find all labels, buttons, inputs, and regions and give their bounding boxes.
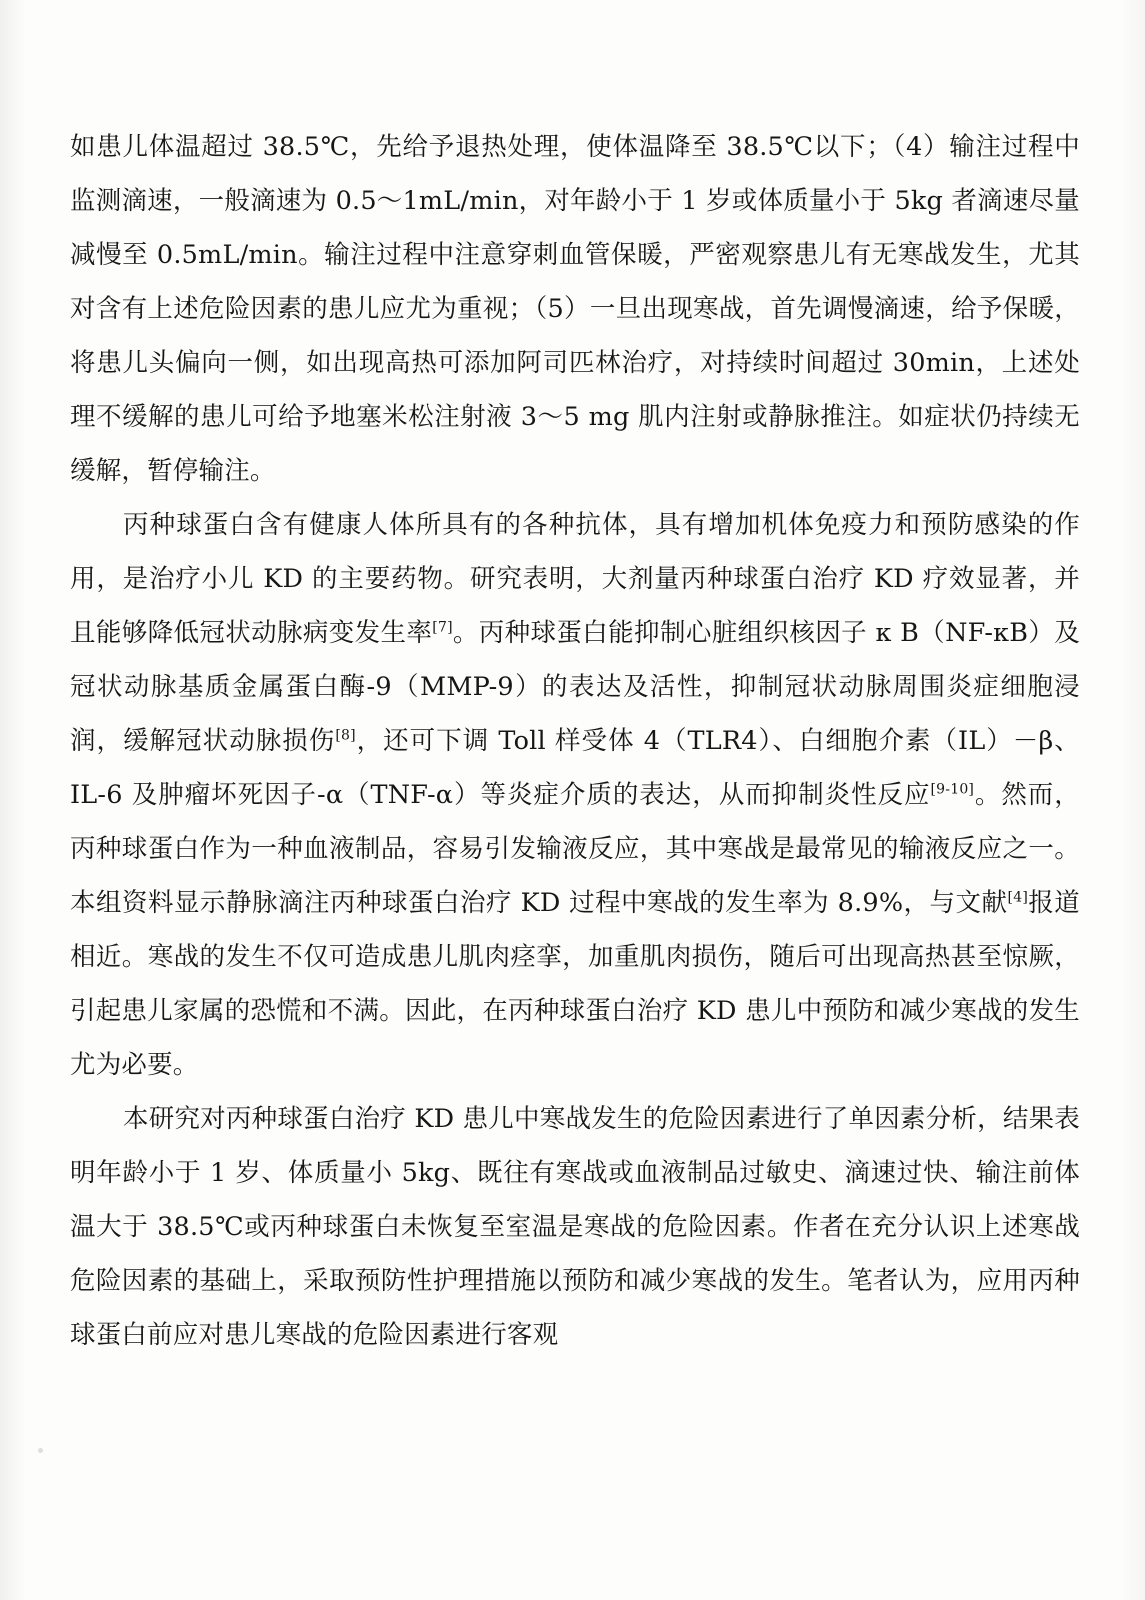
reference-marker: [9-10]	[930, 781, 975, 798]
paragraph-segment-text: 。然而，丙种球蛋白作为一种血液制品，容易引发输液反应，其中寒战是最常见的输液反应之一。本组资料显示静脉滴注丙种球蛋白治疗 KD 过程中寒战的发生率为 8.9%，与文献	[70, 780, 1080, 918]
page-left-shadow	[0, 0, 26, 1600]
paragraph-gamma-globulin-discussion	[70, 498, 1080, 1092]
reference-marker: [7]	[432, 619, 453, 636]
paragraph-risk-factor-analysis: 本研究对丙种球蛋白治疗 KD 患儿中寒战发生的危险因素进行了单因素分析，结果表明年龄小于 1 岁、体质量小 5kg、既往有寒战或血液制品过敏史、滴速过快、输注前体温大于 38.5℃或丙种球蛋白未恢复至室温是寒战的危险因素。作者在充分认识上述寒战危险因素的基础上，采取预防性护理措施以预防和减少寒战的发生。笔者认为，应用丙种球蛋白前应对患儿寒战的危险因素进行客观	[70, 1104, 1080, 1350]
paragraph-infusion-protocol: 如患儿体温超过 38.5℃，先给予退热处理，使体温降至 38.5℃以下；（4）输注过程中监测滴速，一般滴速为 0.5～1mL/min，对年龄小于 1 岁或体质量小于 5kg 者滴速尽量减慢至 0.5mL/min。输注过程中注意穿刺血管保暖，严密观察患儿有无寒战发生，尤其对含有上述危险因素的患儿应尤为重视；（5）一旦出现寒战，首先调慢滴速，给予保暖，将患儿头偏向一侧，如出现高热可添加阿司匹林治疗，对持续时间超过 30min，上述处理不缓解的患儿可给予地塞米松注射液 3～5 mg 肌内注射或静脉推注。如症状仍持续无缓解，暂停输注。	[70, 132, 1080, 486]
scan-speckle	[38, 1448, 43, 1453]
reference-marker: [8]	[335, 727, 356, 744]
reference-marker: [4]	[1007, 889, 1028, 906]
page-right-shadow	[1119, 0, 1145, 1600]
paragraph-segment-text: 丙种球蛋白含有健康人体所具有的各种抗体，具有增加机体免疫力和预防感染的作用，是治疗小儿 KD 的主要药物。研究表明，大剂量丙种球蛋白治疗 KD 疗效显著，并且能够降低冠状动脉病变发生率	[70, 510, 1080, 648]
page-text-body	[70, 120, 1080, 1362]
paragraph-segment-text: 。丙种球蛋白能抑制心脏组织核因子 κ B（NF-κB）及冠状动脉基质金属蛋白酶-9（MMP-9）的表达及活性，抑制冠状动脉周围炎症细胞浸润，缓解冠状动脉损伤	[70, 618, 1080, 756]
paragraph-segment-text: 报道相近。寒战的发生不仅可造成患儿肌肉痉挛，加重肌肉损伤，随后可出现高热甚至惊厥，引起患儿家属的恐慌和不满。因此，在丙种球蛋白治疗 KD 患儿中预防和减少寒战的发生尤为必要。	[70, 888, 1080, 1080]
paragraph-segment-text: ，还可下调 Toll 样受体 4（TLR4）、白细胞介素（IL）－β、IL-6 及肿瘤坏死因子-α（TNF-α）等炎症介质的表达，从而抑制炎性反应	[70, 726, 1080, 810]
